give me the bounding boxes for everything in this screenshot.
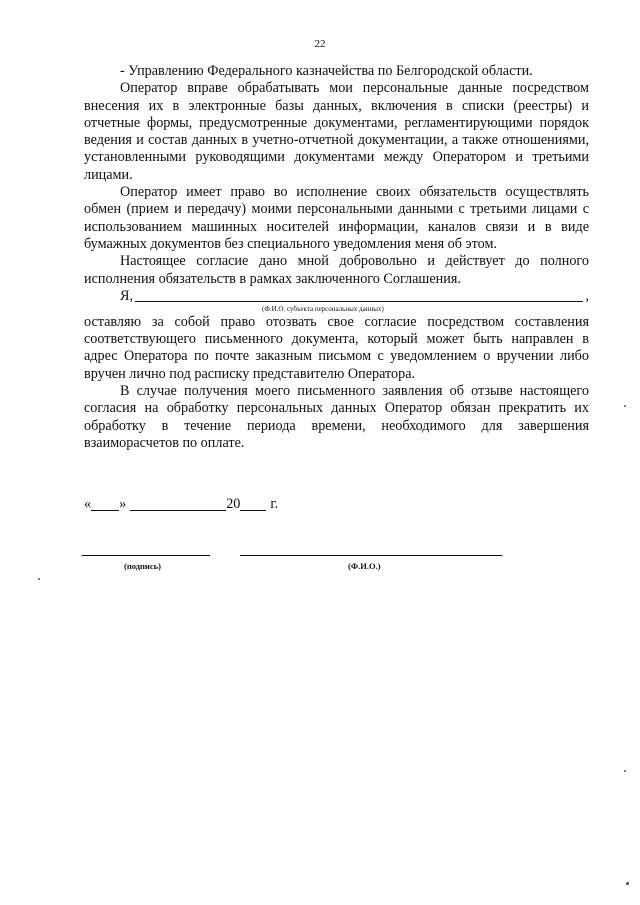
scan-speck [624, 770, 626, 772]
signature-label: (подпись) [124, 561, 161, 571]
paragraph-revocation-right: оставляю за собой право отозвать свое согласие посредством составления соответствующего письменного документа, который может быть направлен в адрес Оператора по почте заказным письмом с уведомлением о вручении либо вручен лично под расписку представителю Оператора. [84, 313, 589, 382]
date-line [84, 496, 278, 513]
fio-line [120, 288, 589, 305]
document-body [84, 63, 589, 452]
paragraph-recipient: - Управлению Федерального казначейства по Белгородской области. [120, 63, 533, 79]
scan-speck [38, 578, 40, 580]
fio-suffix: , [585, 287, 589, 304]
scan-speck [626, 882, 629, 885]
name-label: (Ф.И.О.) [348, 561, 381, 571]
paragraph-revocation-effect: В случае получения моего письменного заявления об отзыве настоящего согласия на обработку персональных данных Оператор обязан прекратить их обработку в течение периода времени, необходимого для завершения взаиморасчетов по оплате. [84, 383, 589, 451]
date-open-quote: « [84, 496, 92, 512]
month-blank [130, 498, 226, 511]
date-close-quote: » [119, 496, 127, 512]
fio-prefix: Я, [120, 287, 134, 304]
paragraph-processing-rights: Оператор вправе обрабатывать мои персональные данные посредством внесения их в электронные базы данных, включения в списки (реестры) и отчетные формы, предусмотренные документами, регламентирующими порядок ведения и состав данных в учетно-отчетной документации, а также отношениями, установленными руководящими документами между Оператором и третьими лицами. [84, 80, 589, 183]
scan-speck [624, 405, 626, 407]
year-suffix: г. [270, 496, 279, 512]
fio-caption: (Ф.И.О. субъекта персональных данных) [262, 304, 384, 313]
signature-line [82, 555, 210, 556]
fio-blank-field [135, 301, 583, 302]
year-prefix: 20 [226, 496, 241, 512]
year-blank [240, 498, 266, 511]
page-number: 22 [314, 38, 326, 50]
name-line [240, 555, 502, 556]
paragraph-consent-term: Настоящее согласие дано мной добровольно и действует до полного исполнения обязательств в рамках заключенного Соглашения. [84, 253, 589, 287]
paragraph-data-exchange: Оператор имеет право во исполнение своих обязательств осуществлять обмен (прием и передачу) моими персональными данными с третьими лицами с использованием машинных носителей информации, каналов связи и в виде бумажных документов без специального уведомления меня об этом. [84, 184, 589, 252]
day-blank [91, 498, 119, 511]
